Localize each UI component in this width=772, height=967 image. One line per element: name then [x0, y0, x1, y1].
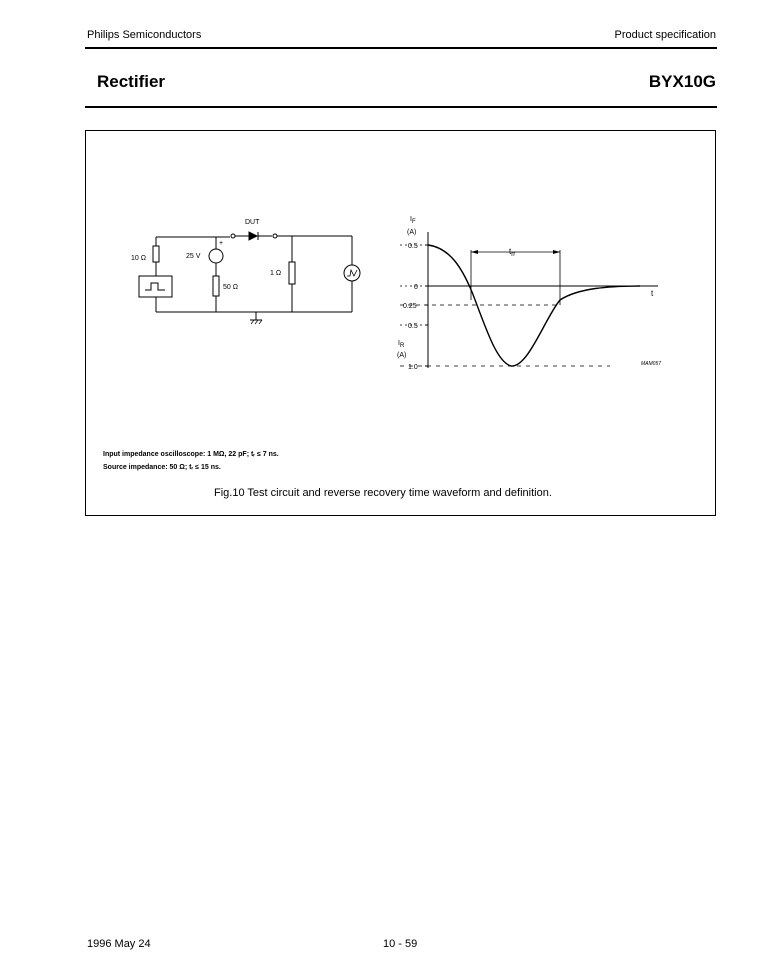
figure-code: MAM057	[641, 361, 662, 367]
tick-label: 0.5	[408, 243, 418, 250]
document-type: Product specification	[614, 29, 716, 41]
label-50ohm: 50 Ω	[223, 284, 238, 291]
pulse-symbol	[145, 283, 165, 290]
resistor-1ohm	[289, 262, 295, 284]
note-source: Source impedance: 50 Ω; tᵣ ≤ 15 ns.	[103, 464, 221, 471]
note-oscilloscope: Input impedance oscilloscope: 1 MΩ, 22 pF; tᵣ ≤ 7 ns.	[103, 451, 279, 458]
tick-label: 1.0	[408, 364, 418, 371]
y-unit-top: (A)	[407, 229, 417, 236]
page-title: Rectifier	[97, 72, 166, 91]
pulse-generator	[139, 276, 172, 297]
recovery-curve	[428, 245, 640, 366]
label-plus: +	[219, 240, 224, 247]
tick-label: 0	[414, 284, 418, 291]
tick-label: 0.25	[403, 303, 417, 310]
y-label-ir: IR	[398, 340, 405, 349]
tick-label: 0.5	[408, 323, 418, 330]
oscilloscope-icon	[344, 265, 360, 281]
footer-date: 1996 May 24	[87, 938, 151, 950]
figure-caption: Fig.10 Test circuit and reverse recovery time waveform and definition.	[214, 487, 552, 499]
waveform	[400, 232, 658, 368]
part-number: BYX10G	[648, 72, 716, 91]
diode-dut	[249, 232, 257, 240]
voltage-source	[209, 249, 223, 263]
label-25v: 25 V	[186, 253, 201, 260]
trr-label: $t_{rr}$	[509, 247, 516, 258]
dut-label: DUT	[245, 219, 260, 226]
y-label-if: IF	[410, 216, 416, 225]
y-unit-bottom: (A)	[397, 352, 407, 359]
x-label: t	[651, 289, 654, 298]
resistor-10ohm	[153, 246, 159, 262]
label-10ohm: 10 Ω	[131, 255, 146, 262]
resistor-50ohm	[213, 276, 219, 296]
page-number: 10 - 59	[383, 938, 418, 950]
test-circuit	[139, 232, 360, 324]
label-1ohm: 1 Ω	[270, 270, 282, 277]
company-name: Philips Semiconductors	[87, 29, 202, 41]
